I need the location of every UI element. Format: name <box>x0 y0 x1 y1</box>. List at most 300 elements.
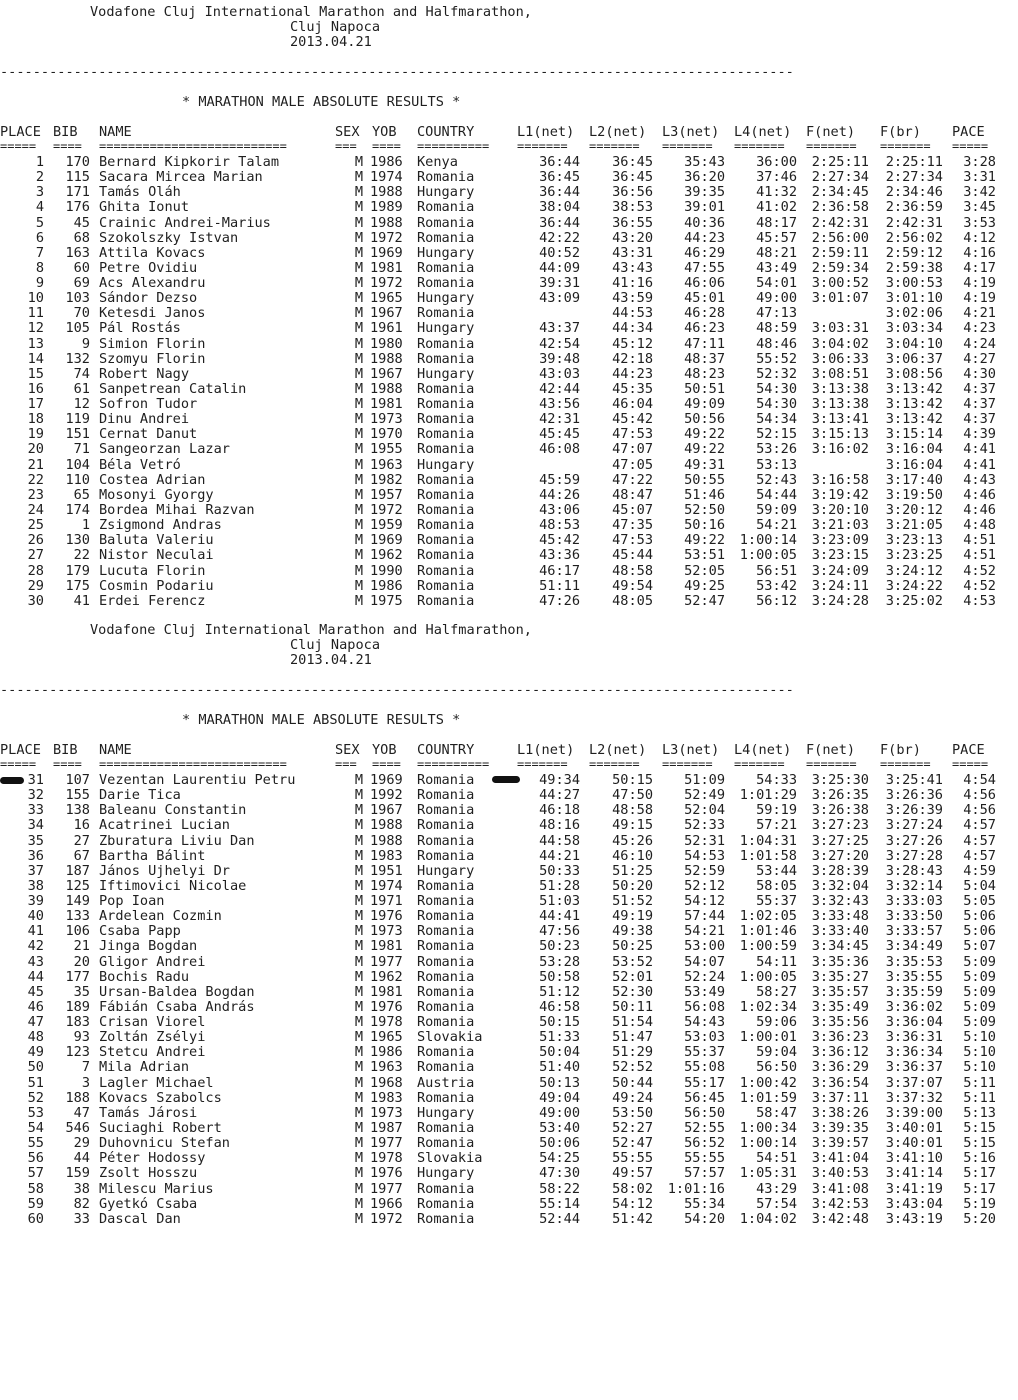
underline-f-br: ======= <box>880 139 931 153</box>
cell-yob: 1970 <box>370 426 403 443</box>
cell-place: 24 <box>27 501 44 518</box>
cell-f-br: 3:01:10 <box>885 290 943 307</box>
cell-place: 27 <box>27 547 44 564</box>
cell-name: Attila Kovacs <box>99 244 206 261</box>
cell-l2-net: 47:50 <box>612 787 653 804</box>
cell-l3-net: 55:55 <box>684 1150 725 1167</box>
cell-name: Zsigmond Andras <box>99 517 222 534</box>
cell-f-net: 3:19:42 <box>811 486 869 503</box>
cell-name: Bernard Kipkorir Talam <box>99 154 280 170</box>
cell-pace: 4:57 <box>963 847 996 864</box>
cell-place: 11 <box>27 305 44 322</box>
cell-f-br: 3:27:26 <box>885 832 943 849</box>
cell-f-net: 3:06:33 <box>811 350 869 367</box>
underline-place: ===== <box>0 139 37 153</box>
cell-name: Cosmin Podariu <box>99 577 214 594</box>
cell-l3-net: 50:55 <box>684 471 725 488</box>
cell-pace: 5:13 <box>963 1104 996 1121</box>
cell-l1-net: 48:53 <box>539 517 580 534</box>
cell-bib: 67 <box>73 847 90 864</box>
cell-l4-net: 1:00:14 <box>739 1135 797 1152</box>
cell-pace: 3:45 <box>963 199 996 216</box>
table-row <box>0 548 1018 563</box>
cell-country: Slovakia <box>417 1029 483 1046</box>
cell-l1-net: 53:40 <box>539 1119 580 1136</box>
cell-sex: M <box>354 154 363 170</box>
cell-name: Ketesdi Janos <box>99 305 206 322</box>
header-f-br: F(br) <box>880 124 921 140</box>
cell-l3-net: 48:37 <box>684 350 725 367</box>
cell-yob: 1976 <box>370 908 403 925</box>
cell-yob: 1967 <box>370 802 403 819</box>
table-row <box>0 185 1018 200</box>
cell-bib: 174 <box>65 501 90 518</box>
cell-l3-net: 54:12 <box>684 893 725 910</box>
cell-place: 59 <box>27 1195 44 1212</box>
cell-l4-net: 1:05:31 <box>739 1165 797 1182</box>
cell-f-br: 2:56:02 <box>885 229 943 246</box>
header-l1-net: L1(net) <box>517 124 575 140</box>
cell-l4-net: 1:02:05 <box>739 908 797 925</box>
cell-f-net: 2:56:00 <box>811 229 869 246</box>
cell-sex: M <box>354 486 363 503</box>
cell-name: Zburatura Liviu Dan <box>99 832 255 849</box>
cell-l4-net: 54:44 <box>756 486 797 503</box>
cell-f-br: 3:26:36 <box>885 787 943 804</box>
table-row <box>0 894 1018 909</box>
cell-yob: 1974 <box>370 169 403 186</box>
cell-name: Ghita Ionut <box>99 199 190 216</box>
cell-yob: 1968 <box>370 1074 403 1091</box>
cell-l4-net: 1:01:46 <box>739 923 797 940</box>
cell-f-net: 3:01:07 <box>811 290 869 307</box>
cell-country: Hungary <box>417 862 475 879</box>
cell-name: Iftimovici Nicolae <box>99 877 247 894</box>
table-row <box>0 488 1018 503</box>
cell-f-br: 3:41:10 <box>885 1150 943 1167</box>
cell-bib: 68 <box>73 229 90 246</box>
cell-l4-net: 41:32 <box>756 184 797 201</box>
cell-f-net: 3:36:29 <box>811 1059 869 1076</box>
cell-l1-net: 46:17 <box>539 562 580 579</box>
cell-l1-net: 43:36 <box>539 547 580 564</box>
cell-bib: 44 <box>73 1150 90 1167</box>
cell-yob: 1957 <box>370 486 403 503</box>
cell-l4-net: 58:05 <box>756 877 797 894</box>
cell-pace: 5:09 <box>963 1014 996 1031</box>
cell-sex: M <box>354 1059 363 1076</box>
cell-country: Romania <box>417 169 475 186</box>
cell-country: Romania <box>417 259 475 276</box>
cell-l3-net: 52:59 <box>684 862 725 879</box>
cell-f-br: 3:06:37 <box>885 350 943 367</box>
cell-country: Romania <box>417 441 475 458</box>
cell-f-net: 3:16:58 <box>811 471 869 488</box>
cell-l1-net: 58:22 <box>539 1180 580 1197</box>
cell-sex: M <box>354 908 363 925</box>
cell-l2-net: 48:47 <box>612 486 653 503</box>
cell-country: Romania <box>417 380 475 397</box>
cell-place: 45 <box>27 983 44 1000</box>
cell-l3-net: 49:09 <box>684 396 725 413</box>
cell-l4-net: 53:42 <box>756 577 797 594</box>
cell-sex: M <box>354 953 363 970</box>
cell-country: Hungary <box>417 244 475 261</box>
cell-l4-net: 55:52 <box>756 350 797 367</box>
cell-place: 1 <box>35 154 44 170</box>
cell-f-net: 2:42:31 <box>811 214 869 231</box>
cell-l2-net: 53:50 <box>612 1104 653 1121</box>
cell-f-br: 3:41:14 <box>885 1165 943 1182</box>
cell-sex: M <box>354 411 363 428</box>
cell-f-br: 3:37:32 <box>885 1089 943 1106</box>
cell-l2-net: 36:56 <box>612 184 653 201</box>
cell-f-br: 3:32:14 <box>885 877 943 894</box>
cell-name: Pál Rostás <box>99 320 181 337</box>
cell-country: Romania <box>417 350 475 367</box>
table-row <box>0 367 1018 382</box>
cell-bib: 74 <box>73 365 90 382</box>
cell-bib: 130 <box>65 532 90 549</box>
cell-yob: 1988 <box>370 380 403 397</box>
cell-name: Simion Florin <box>99 335 206 352</box>
cell-l2-net: 47:05 <box>612 456 653 473</box>
table-row <box>0 155 1018 170</box>
cell-l4-net: 59:04 <box>756 1044 797 1061</box>
cell-sex: M <box>354 847 363 864</box>
cell-l1-net: 44:58 <box>539 832 580 849</box>
ink-smudge-mark <box>0 777 24 784</box>
cell-f-br: 3:36:37 <box>885 1059 943 1076</box>
cell-l1-net: 42:22 <box>539 229 580 246</box>
cell-l4-net: 43:49 <box>756 259 797 276</box>
cell-name: Gyetkó Csaba <box>99 1195 198 1212</box>
table-row <box>0 518 1018 533</box>
header-pace: PACE <box>952 742 985 758</box>
cell-f-br: 3:36:34 <box>885 1044 943 1061</box>
cell-sex: M <box>354 501 363 518</box>
table-row <box>0 397 1018 412</box>
underline-country: ========== <box>417 139 490 153</box>
cell-f-net: 3:26:35 <box>811 787 869 804</box>
cell-sex: M <box>354 1029 363 1046</box>
table-row <box>0 1166 1018 1181</box>
cell-f-net: 3:35:56 <box>811 1014 869 1031</box>
table-row <box>0 1091 1018 1106</box>
header-country: COUNTRY <box>417 742 475 758</box>
cell-l4-net: 36:00 <box>756 154 797 170</box>
cell-f-net: 3:20:10 <box>811 501 869 518</box>
header-sex: SEX <box>335 124 360 140</box>
cell-l2-net: 41:16 <box>612 275 653 292</box>
cell-yob: 1978 <box>370 1014 403 1031</box>
cell-yob: 1990 <box>370 562 403 579</box>
cell-place: 21 <box>27 456 44 473</box>
cell-sex: M <box>354 184 363 201</box>
cell-yob: 1959 <box>370 517 403 534</box>
cell-l3-net: 52:47 <box>684 592 725 609</box>
cell-l1-net: 43:06 <box>539 501 580 518</box>
cell-l2-net: 49:24 <box>612 1089 653 1106</box>
table-row <box>0 1030 1018 1045</box>
header-l2-net: L2(net) <box>589 124 647 140</box>
cell-l3-net: 54:07 <box>684 953 725 970</box>
cell-f-br: 3:24:22 <box>885 577 943 594</box>
cell-country: Hungary <box>417 320 475 337</box>
cell-f-br: 3:36:04 <box>885 1014 943 1031</box>
cell-sex: M <box>354 547 363 564</box>
cell-f-net: 3:32:43 <box>811 893 869 910</box>
cell-bib: 132 <box>65 350 90 367</box>
cell-name: Lagler Michael <box>99 1074 214 1091</box>
cell-sex: M <box>354 968 363 985</box>
cell-bib: 149 <box>65 893 90 910</box>
cell-f-net: 3:04:02 <box>811 335 869 352</box>
cell-bib: 163 <box>65 244 90 261</box>
cell-country: Romania <box>417 1135 475 1152</box>
header-f-net: F(net) <box>806 742 856 758</box>
cell-sex: M <box>354 787 363 804</box>
cell-name: Baleanu Constantin <box>99 802 247 819</box>
cell-f-net: 3:37:11 <box>811 1089 869 1106</box>
cell-l4-net: 54:30 <box>756 380 797 397</box>
cell-sex: M <box>354 1119 363 1136</box>
cell-name: Dinu Andrei <box>99 411 190 428</box>
cell-l1-net: 51:40 <box>539 1059 580 1076</box>
cell-pace: 4:53 <box>963 592 996 609</box>
cell-name: Tamás Oláh <box>99 184 181 201</box>
cell-place: 58 <box>27 1180 44 1197</box>
cell-place: 3 <box>35 184 44 201</box>
cell-l3-net: 52:04 <box>684 802 725 819</box>
cell-f-br: 3:33:57 <box>885 923 943 940</box>
cell-yob: 1981 <box>370 938 403 955</box>
table-row <box>0 473 1018 488</box>
cell-l4-net: 58:27 <box>756 983 797 1000</box>
cell-name: Mosonyi Gyorgy <box>99 486 214 503</box>
cell-f-br: 2:36:59 <box>885 199 943 216</box>
underline-country: ========== <box>417 757 490 771</box>
cell-yob: 1981 <box>370 396 403 413</box>
cell-bib: 7 <box>81 1059 90 1076</box>
cell-l2-net: 52:30 <box>612 983 653 1000</box>
cell-country: Romania <box>417 832 475 849</box>
underline-yob: ==== <box>372 139 401 153</box>
cell-yob: 1972 <box>370 1210 403 1227</box>
cell-place: 36 <box>27 847 44 864</box>
cell-l2-net: 49:15 <box>612 817 653 834</box>
cell-bib: 103 <box>65 290 90 307</box>
cell-l1-net: 36:44 <box>539 184 580 201</box>
cell-bib: 104 <box>65 456 90 473</box>
event-title: Vodafone Cluj International Marathon and Halfmarathon, <box>90 4 532 20</box>
cell-f-net: 2:27:34 <box>811 169 869 186</box>
cell-l4-net: 56:12 <box>756 592 797 609</box>
cell-name: Sangeorzan Lazar <box>99 441 230 458</box>
cell-pace: 5:16 <box>963 1150 996 1167</box>
cell-bib: 60 <box>73 259 90 276</box>
cell-country: Romania <box>417 802 475 819</box>
cell-place: 40 <box>27 908 44 925</box>
cell-pace: 4:16 <box>963 244 996 261</box>
table-row <box>0 864 1018 879</box>
cell-country: Romania <box>417 893 475 910</box>
cell-sex: M <box>354 802 363 819</box>
cell-name: Robert Nagy <box>99 365 190 382</box>
cell-place: 25 <box>27 517 44 534</box>
cell-yob: 1976 <box>370 1165 403 1182</box>
cell-f-br: 3:00:53 <box>885 275 943 292</box>
cell-sex: M <box>354 1150 363 1167</box>
cell-place: 8 <box>35 259 44 276</box>
underline-bib: ==== <box>53 139 82 153</box>
cell-place: 48 <box>27 1029 44 1046</box>
cell-l2-net: 44:23 <box>612 365 653 382</box>
cell-bib: 71 <box>73 441 90 458</box>
cell-country: Romania <box>417 562 475 579</box>
table-row <box>0 1136 1018 1151</box>
cell-sex: M <box>354 1195 363 1212</box>
cell-l3-net: 44:23 <box>684 229 725 246</box>
cell-country: Romania <box>417 426 475 443</box>
underline-f-net: ======= <box>806 757 857 771</box>
cell-place: 26 <box>27 532 44 549</box>
cell-sex: M <box>354 259 363 276</box>
cell-bib: 115 <box>65 169 90 186</box>
cell-name: Gligor Andrei <box>99 953 206 970</box>
cell-sex: M <box>354 893 363 910</box>
cell-bib: 119 <box>65 411 90 428</box>
cell-yob: 1986 <box>370 577 403 594</box>
cell-place: 20 <box>27 441 44 458</box>
cell-l1-net: 43:03 <box>539 365 580 382</box>
cell-l3-net: 52:55 <box>684 1119 725 1136</box>
cell-place: 41 <box>27 923 44 940</box>
cell-f-net: 3:38:26 <box>811 1104 869 1121</box>
cell-name: Fábián Csaba András <box>99 998 255 1015</box>
cell-yob: 1980 <box>370 335 403 352</box>
cell-pace: 4:21 <box>963 305 996 322</box>
cell-place: 9 <box>35 275 44 292</box>
cell-bib: 189 <box>65 998 90 1015</box>
cell-l2-net: 51:54 <box>612 1014 653 1031</box>
table-row <box>0 579 1018 594</box>
cell-pace: 4:56 <box>963 787 996 804</box>
cell-country: Romania <box>417 501 475 518</box>
cell-l1-net: 43:37 <box>539 320 580 337</box>
cell-pace: 5:10 <box>963 1044 996 1061</box>
cell-bib: 176 <box>65 199 90 216</box>
cell-pace: 5:09 <box>963 968 996 985</box>
cell-l3-net: 35:43 <box>684 154 725 170</box>
cell-pace: 4:51 <box>963 547 996 564</box>
cell-pace: 4:41 <box>963 441 996 458</box>
underline-sex: === <box>335 139 357 153</box>
cell-sex: M <box>354 1135 363 1152</box>
cell-pace: 4:59 <box>963 862 996 879</box>
cell-l1-net: 44:26 <box>539 486 580 503</box>
cell-bib: 3 <box>81 1074 90 1091</box>
cell-l4-net: 1:02:34 <box>739 998 797 1015</box>
cell-pace: 4:12 <box>963 229 996 246</box>
cell-f-net: 3:35:49 <box>811 998 869 1015</box>
event-date: 2013.04.21 <box>290 652 372 668</box>
cell-pace: 5:11 <box>963 1074 996 1091</box>
cell-f-br: 3:17:40 <box>885 471 943 488</box>
cell-sex: M <box>354 290 363 307</box>
cell-country: Romania <box>417 1044 475 1061</box>
cell-l3-net: 48:23 <box>684 365 725 382</box>
cell-l1-net: 50:58 <box>539 968 580 985</box>
cell-place: 32 <box>27 787 44 804</box>
cell-l2-net: 45:44 <box>612 547 653 564</box>
cell-l4-net: 48:17 <box>756 214 797 231</box>
cell-f-net: 3:27:25 <box>811 832 869 849</box>
cell-l2-net: 51:29 <box>612 1044 653 1061</box>
cell-place: 49 <box>27 1044 44 1061</box>
header-l2-net: L2(net) <box>589 742 647 758</box>
cell-yob: 1982 <box>370 471 403 488</box>
table-row <box>0 200 1018 215</box>
results-title: * MARATHON MALE ABSOLUTE RESULTS * <box>182 94 461 110</box>
cell-f-br: 3:28:43 <box>885 862 943 879</box>
cell-l3-net: 45:01 <box>684 290 725 307</box>
cell-l1-net: 44:09 <box>539 259 580 276</box>
cell-l4-net: 1:00:05 <box>739 547 797 564</box>
underline-l2-net: ======= <box>589 757 640 771</box>
cell-l3-net: 46:23 <box>684 320 725 337</box>
cell-f-net: 3:32:04 <box>811 877 869 894</box>
cell-f-br: 3:02:06 <box>885 305 943 322</box>
header-place: PLACE <box>0 124 41 140</box>
cell-bib: 123 <box>65 1044 90 1061</box>
cell-country: Romania <box>417 983 475 1000</box>
cell-name: Stetcu Andrei <box>99 1044 206 1061</box>
cell-l4-net: 1:00:59 <box>739 938 797 955</box>
cell-f-net: 3:25:30 <box>811 772 869 788</box>
cell-f-br: 3:34:49 <box>885 938 943 955</box>
cell-bib: 21 <box>73 938 90 955</box>
cell-l2-net: 45:07 <box>612 501 653 518</box>
cell-f-net: 3:16:02 <box>811 441 869 458</box>
cell-bib: 105 <box>65 320 90 337</box>
cell-l2-net: 47:07 <box>612 441 653 458</box>
cell-sex: M <box>354 320 363 337</box>
cell-country: Romania <box>417 486 475 503</box>
cell-f-br: 3:03:34 <box>885 320 943 337</box>
cell-bib: 38 <box>73 1180 90 1197</box>
table-row <box>0 849 1018 864</box>
cell-bib: 29 <box>73 1135 90 1152</box>
cell-place: 55 <box>27 1135 44 1152</box>
cell-country: Romania <box>417 471 475 488</box>
cell-l4-net: 1:04:02 <box>739 1210 797 1227</box>
cell-f-br: 3:23:25 <box>885 547 943 564</box>
cell-f-br: 3:26:39 <box>885 802 943 819</box>
cell-f-br: 3:19:50 <box>885 486 943 503</box>
cell-l2-net: 43:31 <box>612 244 653 261</box>
cell-f-net: 3:35:36 <box>811 953 869 970</box>
cell-l1-net: 51:12 <box>539 983 580 1000</box>
cell-bib: 183 <box>65 1014 90 1031</box>
cell-sex: M <box>354 199 363 216</box>
cell-l2-net: 50:11 <box>612 998 653 1015</box>
cell-sex: M <box>354 1074 363 1091</box>
cell-l3-net: 46:29 <box>684 244 725 261</box>
cell-name: Suciaghi Robert <box>99 1119 222 1136</box>
cell-l1-net: 36:44 <box>539 214 580 231</box>
cell-l1-net: 53:28 <box>539 953 580 970</box>
